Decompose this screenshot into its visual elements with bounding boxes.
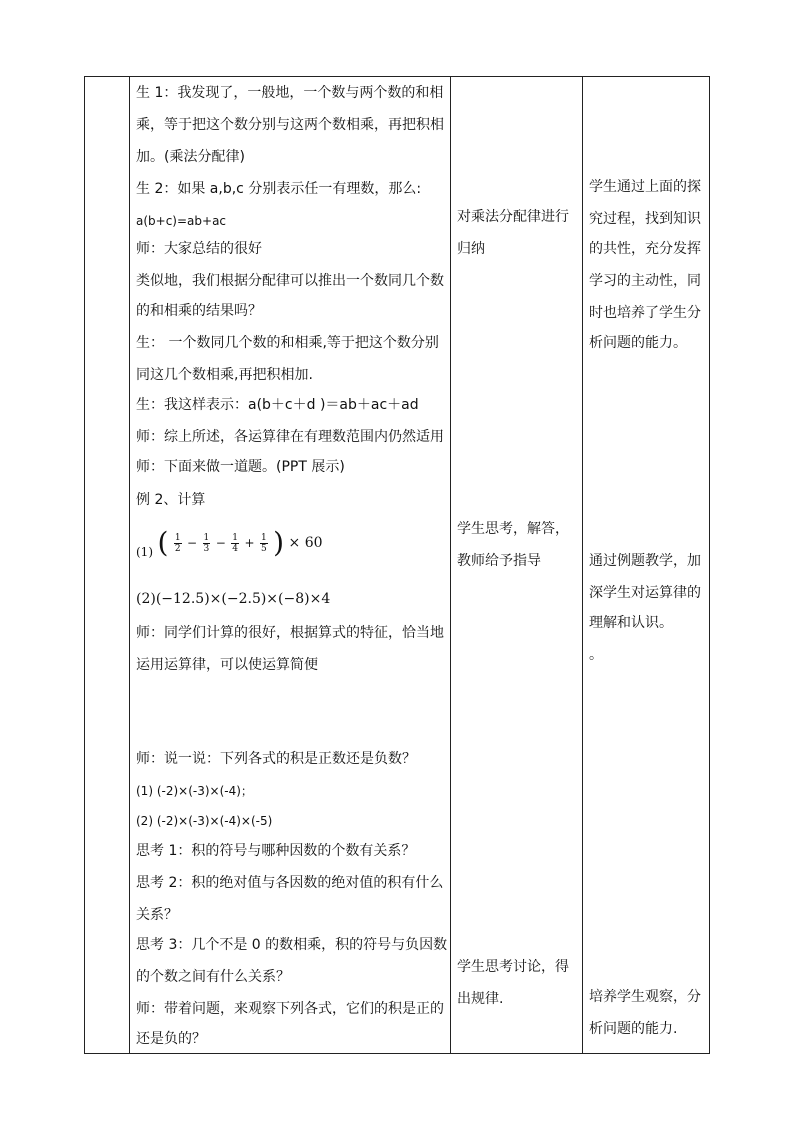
intent-line: 。 <box>589 647 603 663</box>
teacher-line: 对乘法分配律进行 <box>457 209 569 225</box>
stage-cell <box>85 77 129 1053</box>
teacher-line: 归纳 <box>457 241 485 257</box>
process-line: 的和相乘的结果吗？ <box>136 303 262 319</box>
process-cell <box>130 77 450 1053</box>
fraction-num: 1 <box>203 532 210 543</box>
lesson-table <box>84 76 710 1054</box>
process-line: 的个数之间有什么关系？ <box>136 969 290 985</box>
process-line: 还是负的？ <box>136 1031 206 1047</box>
intent-line: 析问题的能力. <box>589 1021 678 1037</box>
intent-line: 时也培养了学生分 <box>589 305 701 321</box>
process-line: 生： 一个数同几个数的和相乘,等于把这个数分别 <box>136 335 439 351</box>
process-line: 师：下面来做一道题。(PPT 展示) <box>136 459 345 475</box>
process-line: 师：带着问题，来观察下列各式，它们的积是正的 <box>136 1001 444 1017</box>
intent-line: 究过程，找到知识 <box>589 211 701 227</box>
process-line: 生：我这样表示：a(b＋c＋d )＝ab＋ac＋ad <box>136 397 419 413</box>
intent-line: 通过例题教学，加 <box>589 553 701 569</box>
fraction-num: 1 <box>260 532 267 543</box>
fraction-den: 4 <box>232 543 238 554</box>
fraction-den: 3 <box>203 543 210 554</box>
intent-line: 析问题的能力。 <box>589 335 687 351</box>
intent-line: 学习的主动性，同 <box>589 273 701 289</box>
process-line: 思考 1：积的符号与哪种因数的个数有关系？ <box>136 843 416 859</box>
intent-line: 理解和认识。 <box>589 615 673 631</box>
formula-paren: ( <box>157 526 169 559</box>
process-line: 师：说一说：下列各式的积是正数还是负数？ <box>136 751 416 767</box>
intent-line: 的共性，充分发挥 <box>589 241 701 257</box>
formula-operator: + <box>244 536 255 550</box>
process-line: 运用运算律，可以使运算简便 <box>136 657 318 673</box>
fraction <box>174 533 182 554</box>
fraction-den: 2 <box>174 543 181 554</box>
teacher-cell <box>451 77 582 1053</box>
fraction-num: 1 <box>174 532 181 543</box>
process-line: 思考 3：几个不是 0 的数相乘，积的符号与负因数 <box>136 937 448 953</box>
fraction-den: 5 <box>260 543 267 554</box>
teacher-line: 教师给予指导 <box>457 553 541 569</box>
teacher-line: 学生思考，解答， <box>457 521 569 537</box>
fraction <box>260 533 268 554</box>
teacher-line: 学生思考讨论，得 <box>457 959 569 975</box>
fraction-num: 1 <box>232 532 238 543</box>
fraction <box>203 533 211 554</box>
intent-line: 学生通过上面的探 <box>589 179 701 195</box>
process-line: 思考 2：积的绝对值与各因数的绝对值的积有什么 <box>136 875 444 891</box>
fraction <box>231 533 239 554</box>
process-formula: a(b+c)=ab+ac <box>136 214 227 228</box>
intent-line: 培养学生观察，分 <box>589 989 701 1005</box>
example-formula-1 <box>136 523 323 563</box>
process-formula: (2) (-2)×(-3)×(-4)×(-5) <box>136 814 273 828</box>
process-line: 例 2、计算 <box>136 492 206 508</box>
process-formula: (1) (-2)×(-3)×(-4)； <box>136 784 253 798</box>
process-line: 师：同学们计算的很好，根据算式的特征，恰当地 <box>136 625 444 641</box>
formula-paren: ) <box>273 526 285 559</box>
process-line: 生 1：我发现了，一般地，一个数与两个数的和相 <box>136 85 444 101</box>
example-formula-2: (2)(−12.5)×(−2.5)×(−8)×4 <box>136 591 331 607</box>
teacher-line: 出规律. <box>457 991 504 1007</box>
process-line: 类似地，我们根据分配律可以推出一个数同几个数 <box>136 273 444 289</box>
process-line: 加。(乘法分配律) <box>136 149 245 165</box>
process-line: 生 2：如果 a,b,c 分别表示任一有理数，那么: <box>136 181 422 197</box>
process-line: 关系？ <box>136 907 178 923</box>
process-line: 师：综上所述，各运算律在有理数范围内仍然适用 <box>136 429 444 445</box>
process-line: 师：大家总结的很好 <box>136 241 262 257</box>
formula-tail: × 60 <box>288 535 323 551</box>
formula-operator: − <box>215 536 226 550</box>
process-line: 乘，等于把这个数分别与这两个数相乘，再把积相 <box>136 117 444 133</box>
intent-cell <box>583 77 710 1053</box>
intent-line: 深学生对运算律的 <box>589 585 701 601</box>
process-line: 同这几个数相乘,再把积相加. <box>136 367 313 383</box>
formula-operator: − <box>187 536 198 550</box>
formula-label: (1) <box>136 545 153 559</box>
